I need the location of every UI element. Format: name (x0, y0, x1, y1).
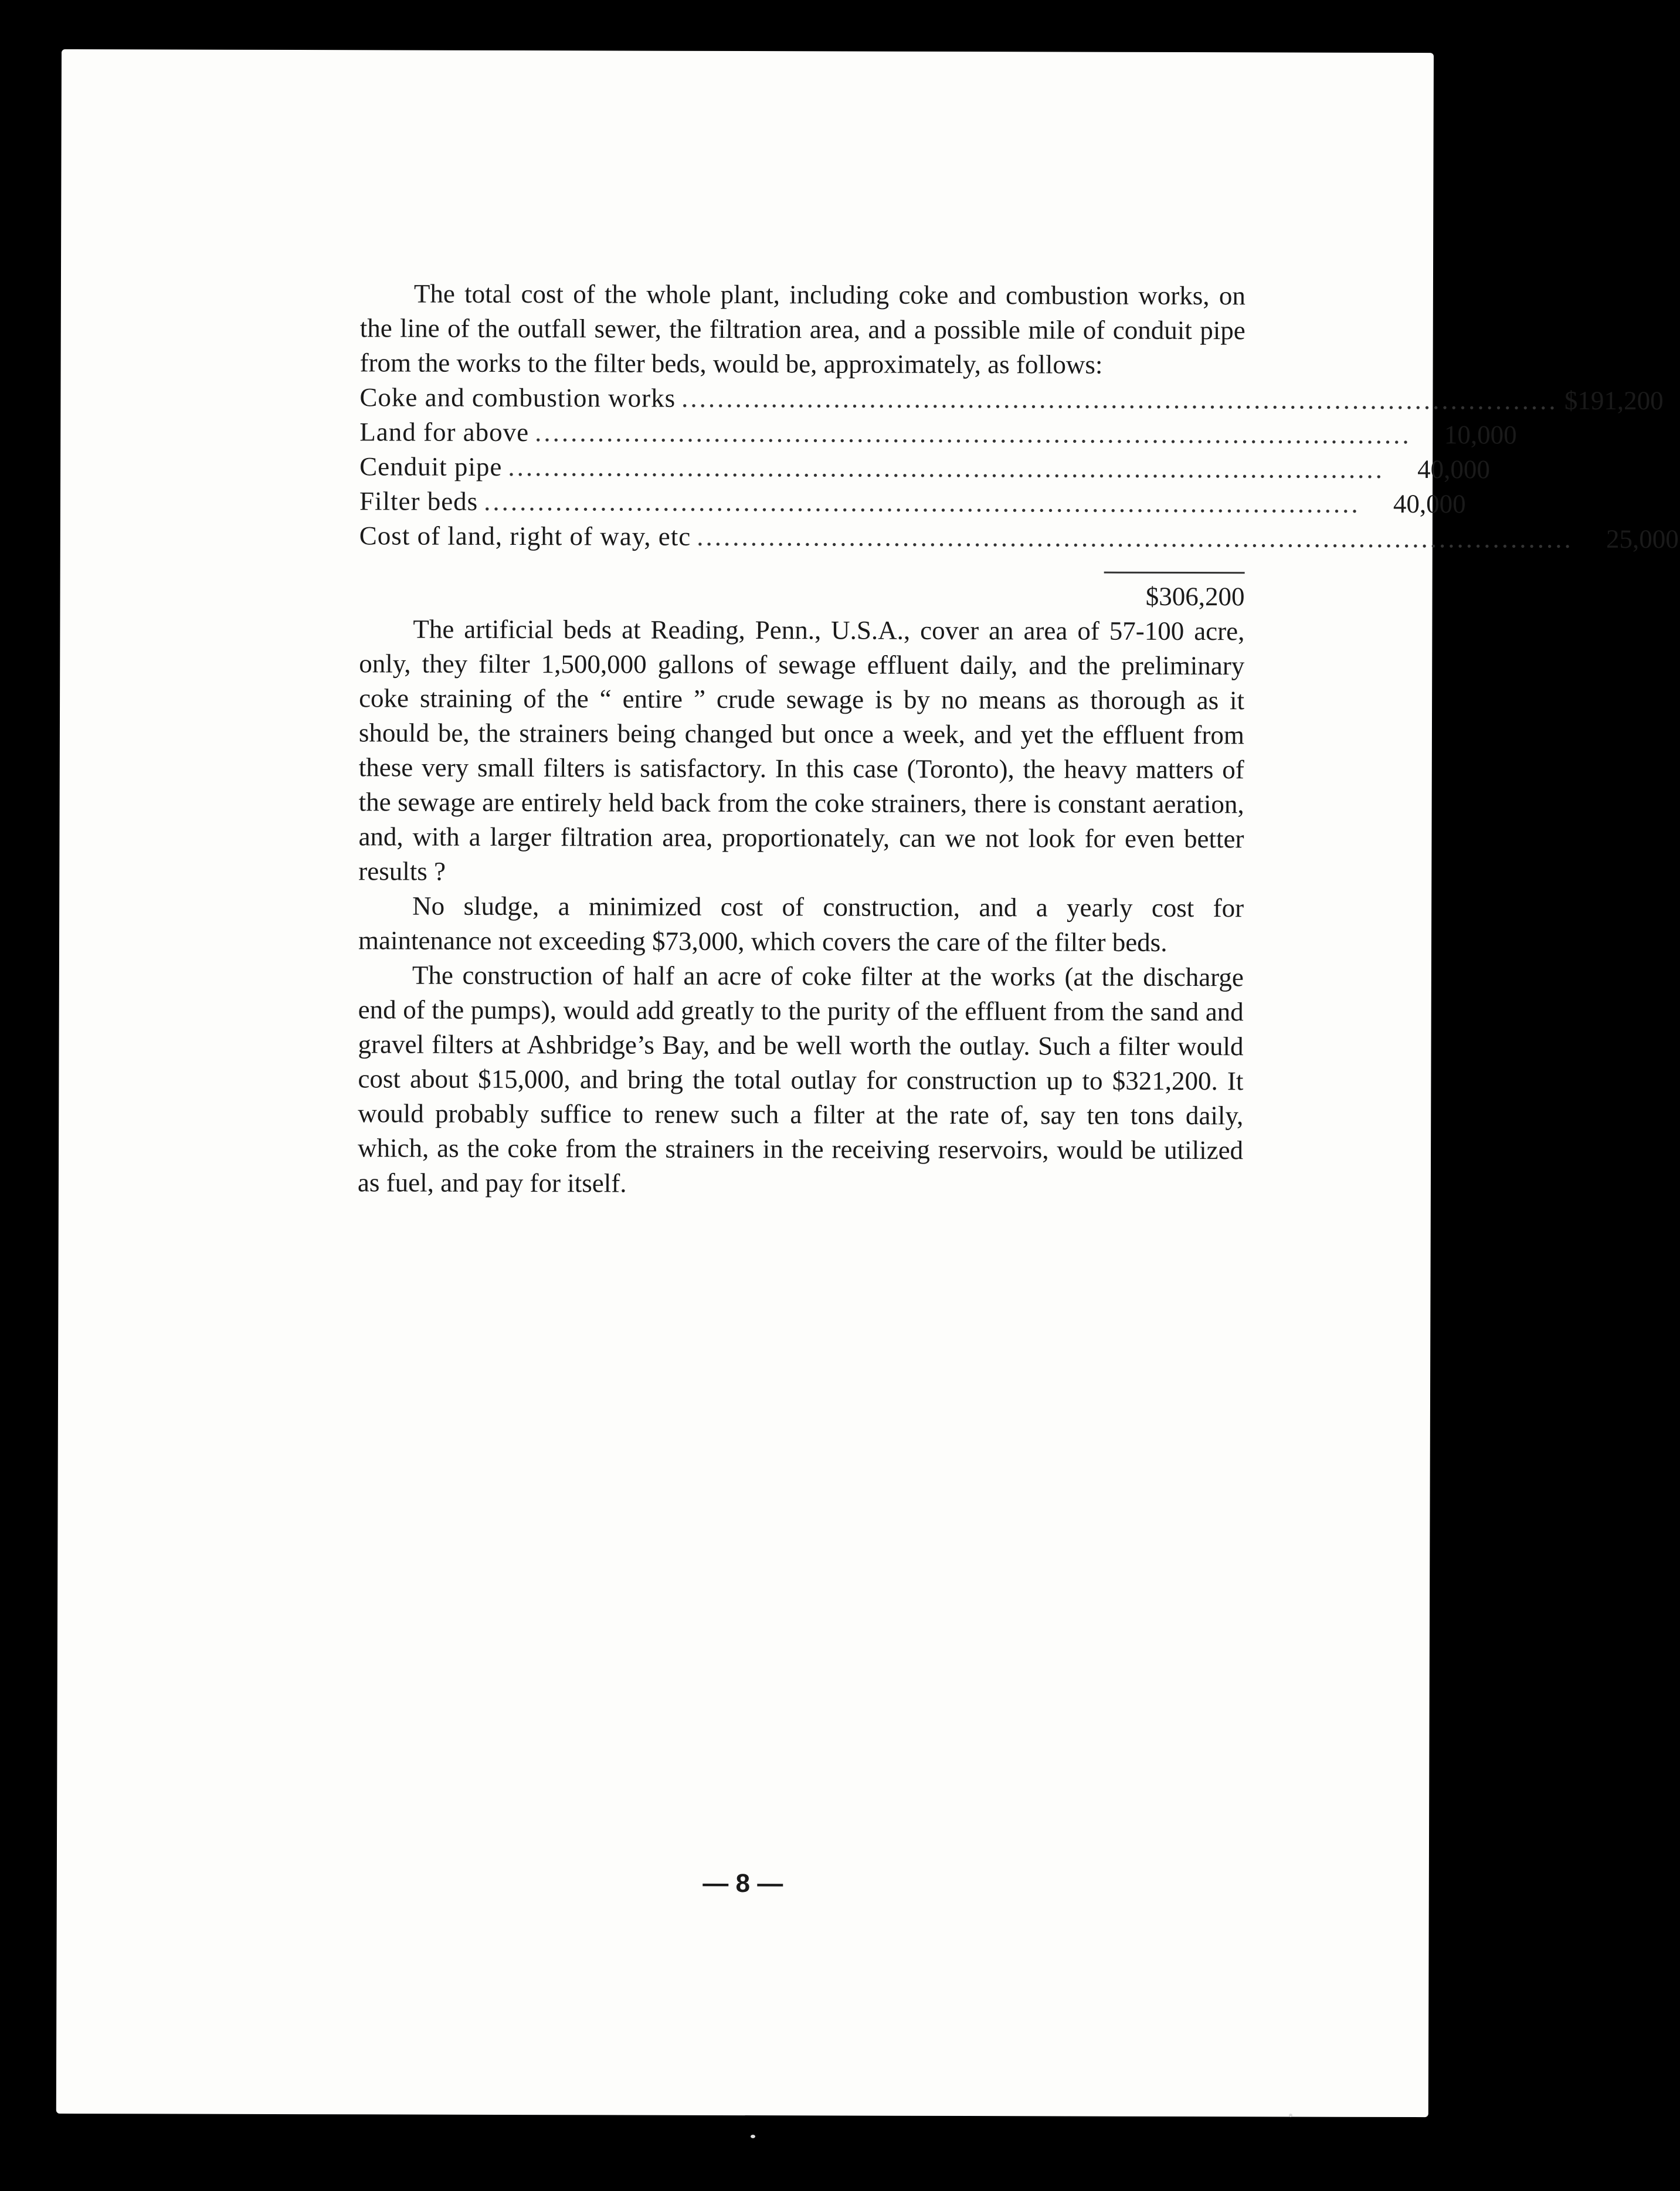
scan-speck (751, 2135, 755, 2138)
paragraph-sludge: No sludge, a minimized cost of construction, and a yearly cost for maintenance not exceeding $73,000, which covers the care of the filter beds. (358, 891, 1244, 957)
cost-row (359, 415, 1517, 452)
leader-dots: .................................................................................................. (681, 383, 1558, 415)
cost-total: $306,200 (1145, 581, 1245, 612)
leader-dots: .................................................................................................. (535, 418, 1411, 450)
total-rule (1104, 572, 1245, 574)
cost-table (359, 380, 1679, 555)
cost-amount: 25,000 (1606, 524, 1679, 554)
leader-dots: .................................................................................................. (697, 521, 1573, 554)
cost-row (359, 380, 1664, 417)
cost-amount: $191,200 (1564, 385, 1664, 416)
paragraph-intro: The total cost of the whole plant, including coke and combustion works, on the line of the outfall sewer, the filtration area, and a possible mile of conduit pipe from the works to the filter beds, would be, approximately, as follows: (359, 279, 1245, 379)
cost-amount: 40,000 (1417, 455, 1490, 484)
cost-label: Filter beds (359, 486, 478, 516)
page-body (357, 276, 1679, 1202)
cost-label: Cost of land, right of way, etc (359, 521, 691, 551)
cost-row (359, 518, 1679, 555)
cost-amount: 10,000 (1444, 420, 1517, 450)
cost-label: Coke and combustion works (359, 382, 676, 413)
leader-dots: .................................................................................................. (484, 486, 1360, 518)
paragraph-reading: The artificial beds at Reading, Penn., U.S.A., cover an area of 57-100 acre, only, they filter 1,500,000 gallons of sewage effluent daily, and the preliminary coke straining of the “ entire ” crude sewage is by no means as thorough as it should be, the strainers being changed but once a week, and yet the effluent from these very small filters is satisfactory. In this case (Toronto), the heavy matters of the sewage are entirely held back from the coke strainers, there is constant aeration, and, with a larger filtration area, proportionately, can we not look for even better results ? (358, 614, 1245, 886)
scan-speck (1289, 2114, 1292, 2117)
cost-label: Cenduit pipe (359, 452, 503, 481)
cost-row (359, 484, 1466, 521)
paragraph-construction: The construction of half an acre of coke filter at the works (at the discharge end of the pumps), would add greatly to the purity of the effluent from the sand and gravel filters at Ashbridge’s Bay, and be well worth the outlay. Such a filter would cost about $15,000, and bring the total outlay for construction up to $321,200. It would probably suffice to renew such a filter at the rate of, say ten tons daily, which, as the coke from the strainers in the receiving reservoirs, would be utilized as fuel, and pay for itself. (357, 960, 1244, 1198)
cost-amount: 40,000 (1393, 489, 1466, 519)
page-number: — 8 — (702, 1868, 783, 1898)
leader-dots: .................................................................................................. (508, 452, 1384, 484)
document-page (56, 49, 1679, 2117)
cost-label: Land for above (359, 417, 530, 447)
cost-row (359, 449, 1490, 486)
